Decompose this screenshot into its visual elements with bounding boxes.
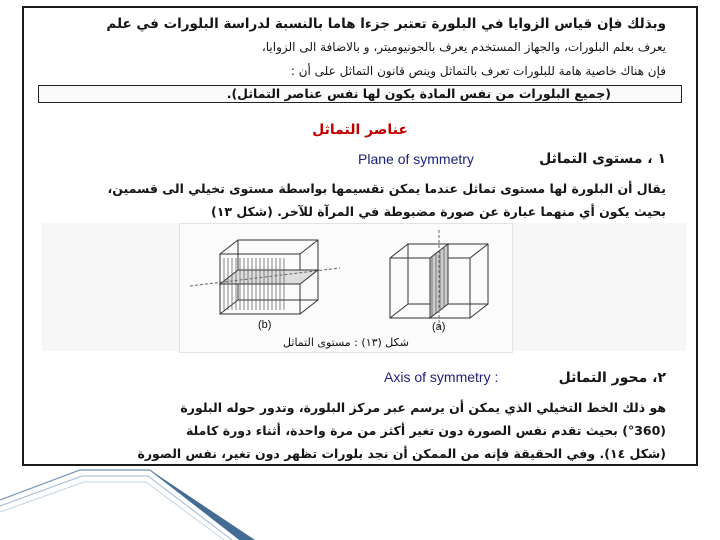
figure-label-a: (a) — [432, 321, 446, 333]
section-heading: عناصر التماثل — [312, 122, 408, 138]
cube-b-drawing — [190, 240, 340, 314]
figure-panel — [179, 223, 513, 353]
crystal-planes-drawing — [180, 224, 512, 332]
section1-line-2: بحيث يكون أي منهما عبارة عن صورة مضبوطة في المرآة للآخر. (شكل ١٣) — [211, 204, 666, 219]
paragraph-line-2: يعرف بعلم البلورات، والجهاز المستخدم يعرف بالجونيوميتر، و بالاضافة الى الزوايا، — [261, 40, 666, 54]
document-page — [22, 6, 698, 466]
law-box — [38, 85, 682, 103]
section2-line-2: (°360) بحيث تقدم نفس الصورة دون تغير أكثر من مرة واحدة، أثناء دورة كاملة — [185, 423, 666, 438]
figure-label-b: (b) — [258, 319, 272, 331]
section2-english-title: Axis of symmetry : — [384, 369, 499, 385]
paragraph-line-1: وبذلك فإن قياس الزوايا في البلورة تعتبر جزءا هاما بالنسبة لدراسة البلورات في علم — [106, 16, 666, 32]
cube-a-drawing — [390, 230, 488, 328]
section2-line-1: هو ذلك الخط التخيلي الذي يمكن أن يرسم عبر مركز البلورة، وتدور حوله البلورة — [180, 400, 666, 415]
paragraph-line-3: فإن هناك خاصية هامة للبلورات تعرف بالتماثل وينص قانون التماثل على أن : — [290, 64, 666, 78]
section1-line-1: يقال أن البلورة لها مستوى تماثل عندما يمكن تقسيمها بواسطة مستوى تخيلي الى قسمين، — [107, 181, 666, 196]
figure-caption: شكل (١٣) : مستوى التماثل — [283, 336, 409, 349]
section1-english-title: Plane of symmetry — [358, 151, 474, 167]
law-text: (جميع البلورات من نفس المادة يكون لها نفس عناصر التماثل). — [226, 86, 611, 101]
figure-13 — [42, 223, 686, 351]
section1-title: ١ ، مستوى التماثل — [539, 151, 666, 167]
section2-title: ٢، محور التماثل — [558, 370, 666, 386]
section2-line-3: (شكل ١٤). وفي الحقيقة فإنه من الممكن أن نجد بلورات تظهر دون تغير، نفس الصورة — [137, 446, 666, 461]
